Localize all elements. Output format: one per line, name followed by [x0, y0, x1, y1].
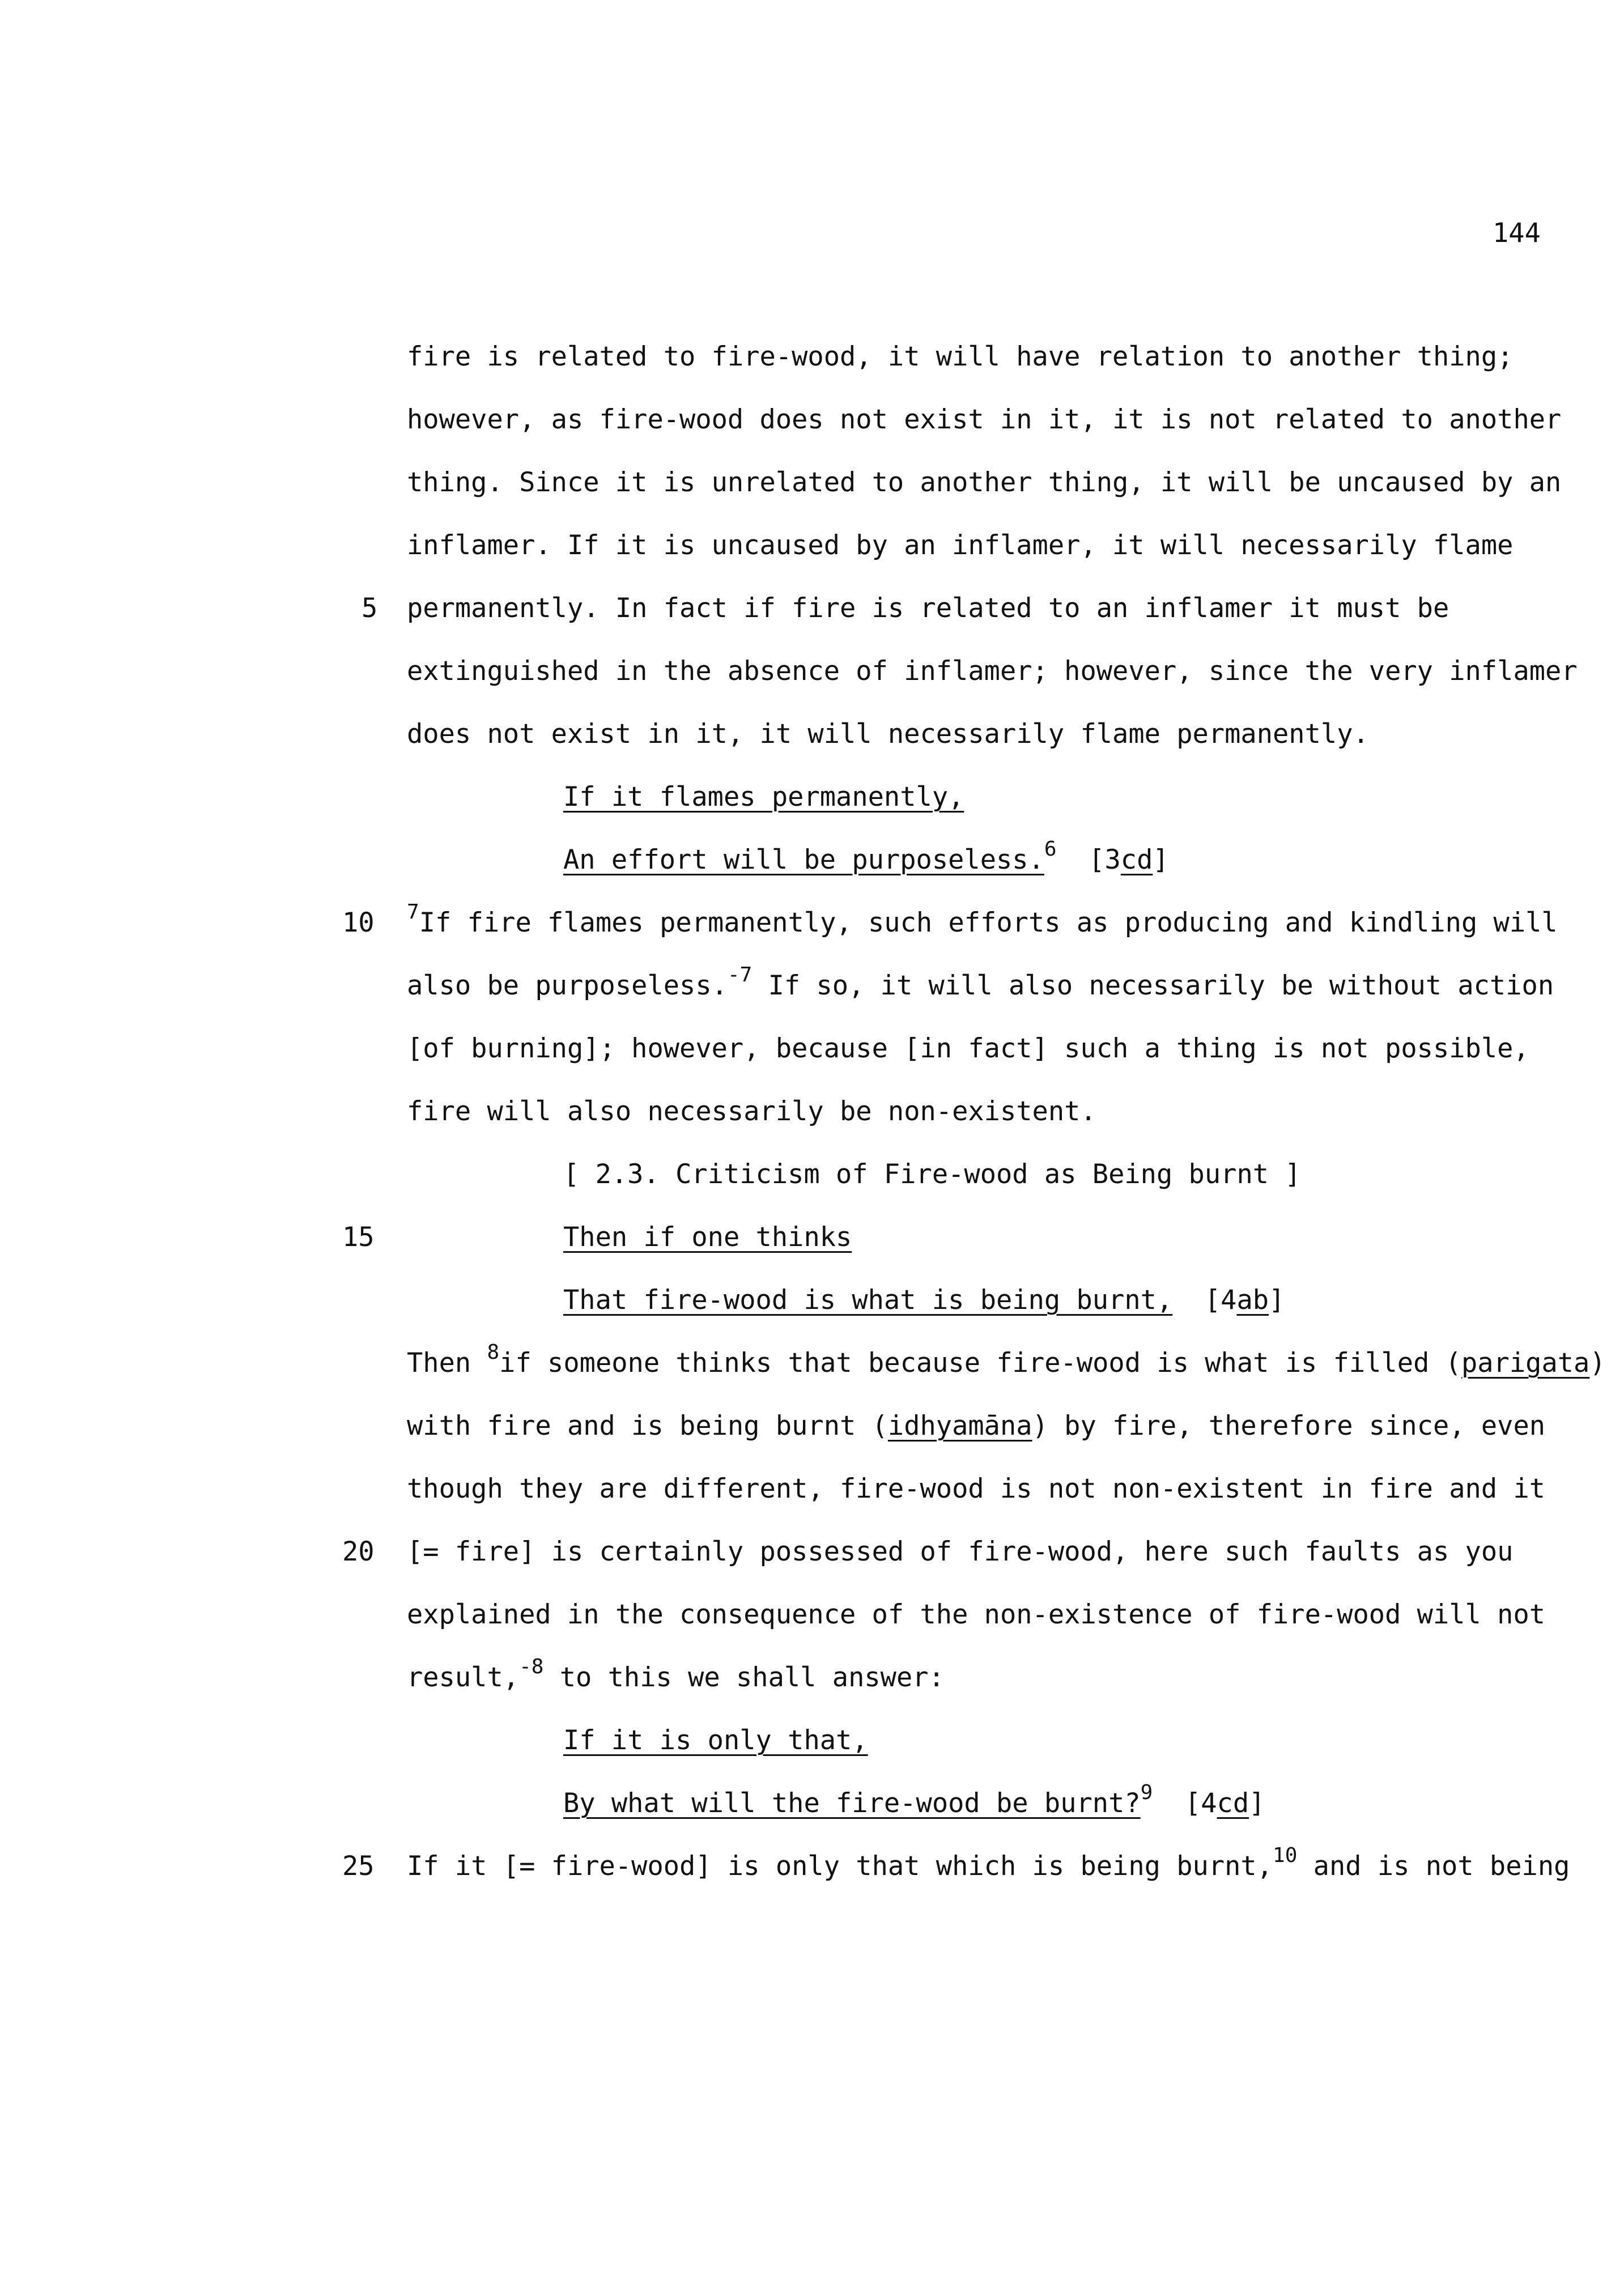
line-text: [= fire] is certainly possessed of fire-wood, here such faults as you — [407, 1536, 1514, 1567]
section-heading — [0, 1158, 1624, 1192]
text-line — [0, 1341, 1624, 1380]
page-number: 144 — [1493, 218, 1541, 249]
verse-line — [0, 1221, 1624, 1255]
line-text: thing. Since it is unrelated to another thing, it will be uncaused by an — [407, 467, 1562, 498]
line-text: Then — [407, 1347, 487, 1379]
text-line — [0, 1844, 1624, 1883]
text-line — [0, 403, 1624, 437]
verse-text: That fire-wood is what is being burnt, — [563, 1285, 1173, 1316]
verse-ref-part: cd — [1120, 844, 1153, 875]
footnote-mark: 9 — [1140, 1781, 1153, 1805]
verse-ref-open: [4 — [1184, 1788, 1217, 1819]
line-text: permanently. In fact if fire is related to an inflamer it must be — [407, 593, 1449, 624]
line-text: however, as fire-wood does not exist in it, it is not related to another — [407, 404, 1562, 435]
footnote-mark: 8 — [487, 1341, 500, 1364]
verse-ref-part: cd — [1217, 1788, 1249, 1819]
line-number: 15 — [342, 1222, 375, 1253]
text-line — [0, 529, 1624, 563]
text-line — [0, 1472, 1624, 1506]
text-line — [0, 963, 1624, 1003]
line-text: fire will also necessarily be non-existent. — [407, 1096, 1096, 1127]
line-number: 10 — [342, 907, 375, 938]
line-text: inflamer. If it is uncaused by an inflamer, it will necessarily flame — [407, 530, 1514, 561]
line-text: ) by fire, therefore since, even — [1032, 1410, 1546, 1442]
verse-text: If it is only that, — [563, 1725, 868, 1756]
line-text: with fire and is being burnt ( — [407, 1410, 888, 1442]
line-text: If so, it will also necessarily be without action — [752, 970, 1554, 1001]
verse-ref-open: [4 — [1204, 1285, 1237, 1316]
line-number: 25 — [342, 1851, 375, 1882]
verse-ref-open: [3 — [1089, 844, 1121, 875]
line-text: also be purposeless. — [407, 970, 728, 1001]
sanskrit-term: idhyamāna — [887, 1410, 1032, 1442]
verse-line — [0, 1283, 1624, 1317]
line-text: does not exist in it, it will necessarily flame permanently. — [407, 718, 1369, 750]
verse-ref-part: ab — [1236, 1285, 1269, 1316]
verse-text: Then if one thinks — [563, 1222, 852, 1253]
line-text: If fire flames permanently, such efforts as producing and kindling will — [419, 907, 1558, 938]
text-line — [0, 1598, 1624, 1632]
verse-text: An effort will be purposeless. — [563, 844, 1044, 875]
footnote-mark: 6 — [1044, 837, 1057, 861]
verse-line — [0, 837, 1624, 877]
footnote-mark: -7 — [727, 963, 753, 987]
text-line — [0, 1095, 1624, 1129]
verse-line — [0, 1724, 1624, 1758]
verse-text: If it flames permanently, — [563, 781, 964, 813]
text-line — [0, 900, 1624, 940]
verse-ref-close: ] — [1269, 1285, 1285, 1316]
text-line — [0, 466, 1624, 500]
line-text: explained in the consequence of the non-existence of fire-wood will not — [407, 1599, 1546, 1630]
text-line — [0, 717, 1624, 751]
verse-line — [0, 780, 1624, 814]
line-text: and is not being — [1297, 1851, 1570, 1882]
verse-ref-close: ] — [1153, 844, 1169, 875]
line-text: [of burning]; however, because [in fact] such a thing is not possible, — [407, 1033, 1529, 1064]
line-text: fire is related to fire-wood, it will have relation to another thing; — [407, 341, 1514, 372]
line-number: 20 — [342, 1536, 375, 1567]
line-text: though they are different, fire-wood is not non-existent in fire and it — [407, 1473, 1546, 1504]
text-line — [0, 592, 1624, 626]
text-line — [0, 340, 1624, 374]
line-text: to this we shall answer: — [543, 1662, 945, 1693]
text-line — [0, 654, 1624, 688]
line-number: 5 — [362, 593, 378, 624]
line-text: ) — [1589, 1347, 1606, 1379]
line-text: result, — [407, 1662, 520, 1693]
verse-line — [0, 1781, 1624, 1821]
footnote-mark: -8 — [519, 1655, 544, 1679]
sanskrit-term: parigata — [1461, 1347, 1590, 1379]
footnote-mark: 7 — [407, 900, 419, 924]
section-heading-text: [ 2.3. Criticism of Fire-wood as Being burnt ] — [563, 1159, 1301, 1190]
line-text: extinguished in the absence of inflamer; however, since the very inflamer — [407, 656, 1578, 687]
text-line — [0, 1409, 1624, 1443]
verse-text: By what will the fire-wood be burnt? — [563, 1788, 1141, 1819]
text-line — [0, 1535, 1624, 1569]
verse-ref-close: ] — [1249, 1788, 1265, 1819]
line-text: If it [= fire-wood] is only that which is being burnt, — [407, 1851, 1273, 1882]
footnote-mark: 10 — [1273, 1844, 1298, 1868]
text-line — [0, 1655, 1624, 1695]
line-text: if someone thinks that because fire-wood is what is filled ( — [499, 1347, 1461, 1379]
text-line — [0, 1032, 1624, 1066]
